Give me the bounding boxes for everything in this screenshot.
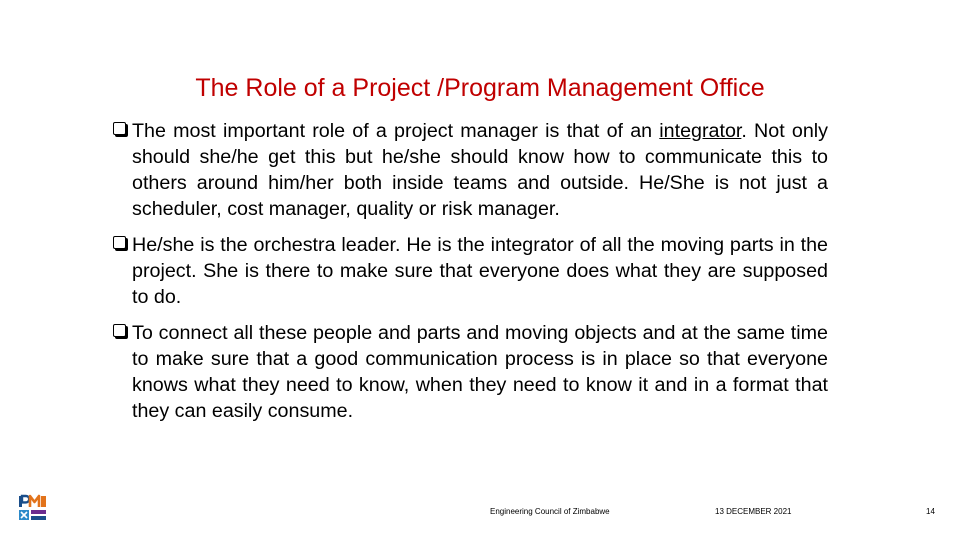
footer-organization: Engineering Council of Zimbabwe [490,507,610,516]
bullet-item [112,118,828,222]
checkbox-bullet-icon [113,324,126,337]
bullet-item [112,320,828,424]
integrator-term: integrator [659,120,742,142]
footer-date: 13 DECEMBER 2021 [715,507,792,516]
pmi-logo-icon [18,493,48,523]
bullet-text: He/she is the orchestra leader. He is the integrator of all the moving parts in the project. She is there to make sure that everyone does what they are supposed to do. [132,234,828,308]
bullet-text: To connect all these people and parts and moving objects and at the same time to make sure that a good communication process is in place so that everyone knows what they need to know, when they need to know it and in a format that they can easily consume. [132,322,828,422]
page-number: 14 [926,507,935,516]
bullet-item [112,232,828,310]
bullet-list [112,118,828,434]
checkbox-bullet-icon [113,122,126,135]
checkbox-bullet-icon [113,236,126,249]
bullet-text: The most important role of a project manager is that of an integrator. Not only should she/he get this but he/she should know how to communicate this to others around him/her both inside teams and outside. He/She is not just a scheduler, cost manager, quality or risk manager. [132,120,828,220]
slide-title: The Role of a Project /Program Management Office [195,74,765,102]
